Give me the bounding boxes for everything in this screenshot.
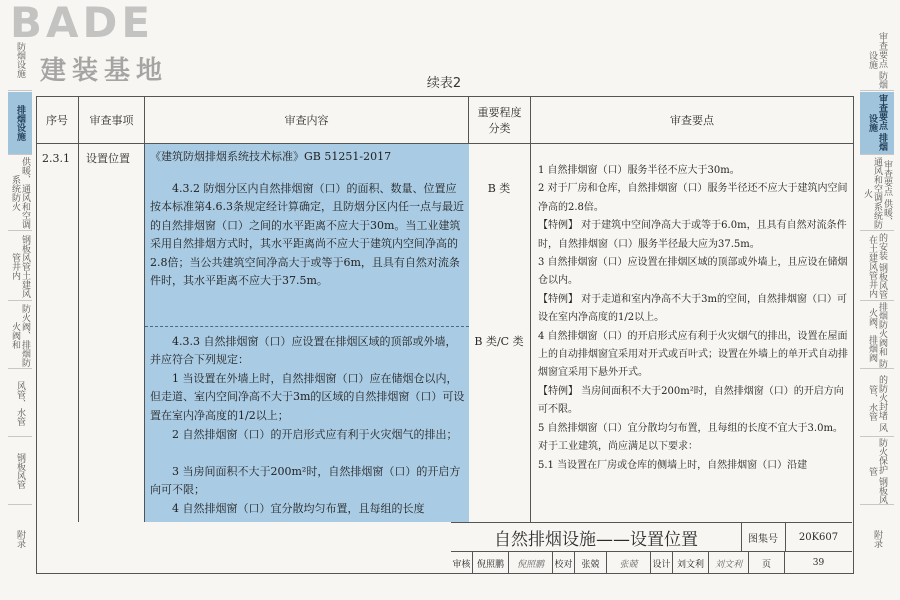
point-4: 4 自然排烟窗（口）的开启形式应有利于火灾烟气的排出，设置在屋面上的自动排烟窗宜采用对开式或百叶式；设置在外墙上的单开式自动排烟窗宜采用下悬外开式。 [538,330,848,379]
right-tab-label: 排烟防火阀和 防火阀、排烟阀 [867,302,887,368]
header-content: 审查内容 [145,96,469,144]
point-special-3: 【特例】 当房间面积不大于200m²时，自然排烟窗（口）的开启方向可不限。 [538,385,844,416]
clause-divider [145,326,469,327]
right-tab-label: 的安装 钢板风管在土建风管井内 [867,233,887,299]
left-tab-2[interactable] [8,156,32,231]
design-label: 设计 [651,552,673,574]
reviewer-name: 倪照鹏 [473,552,509,574]
signature-row [451,551,852,574]
point-3: 3 自然排烟窗（口）应设置在排烟区域的顶部或外墙上，且应设在储烟仓以内。 [538,257,848,287]
checker-signature: 张兢 [607,552,651,574]
header-item: 审查事项 [79,96,145,144]
left-tab-5[interactable] [8,370,32,437]
right-tab-5[interactable] [860,370,894,437]
row-number: 2.3.1 [42,152,70,165]
table-title: 续表2 [426,76,462,91]
left-tab-0[interactable] [8,30,32,91]
header-points: 审查要点 [531,96,853,144]
left-tab-label: 附录 [15,530,25,548]
left-tab-label: 供暖、通风和空调系统防火 [10,157,30,229]
point-special-1: 【特例】 对于建筑中空间净高大于或等于6.0m，且具有自然对流条件时，自然排烟窗（口）服务半径最大应为37.5m。 [538,220,847,250]
review-label: 审核 [451,552,473,574]
left-section-tabs [8,0,32,600]
left-tab-4[interactable] [8,302,32,369]
clause-4-3-3-intro: 4.3.3 自然排烟窗（口）应设置在排烟区域的顶部或外墙，并应符合下列规定： [150,335,457,367]
right-tab-6[interactable] [860,438,894,505]
right-tab-label: 的防火封堵 风管、水管 [867,374,887,432]
point-special-2: 【特例】 对于走道和室内净高不大于3m的空间，自然排烟窗（口）可设在室内净高度的1/2以上。 [538,293,848,324]
importance-clause-1: B 类 [487,182,511,195]
left-tab-3[interactable] [8,232,32,301]
right-tab-1[interactable] [860,92,894,155]
right-tab-label: 审查要点 供暖、通风和空调系统防火 [862,157,892,229]
right-tab-3[interactable] [860,232,894,301]
importance-clause-2: B 类/C 类 [474,335,524,348]
right-tab-2[interactable] [860,156,894,231]
designer-name: 刘文利 [673,552,709,574]
right-tab-0[interactable] [860,30,894,91]
left-tab-label: 风管、水管 [15,380,25,426]
left-tab-6[interactable] [8,438,32,505]
point-5: 5 自然排烟窗（口）宜分散均匀布置，且每组的长度不宜大于3.0m。对于工业建筑，尚应满足以下要求： [538,422,843,453]
title-block [451,522,852,573]
clause-item-1: 1 当设置在外墙上时，自然排烟窗（口）应在储烟仓以内，但走道、室内空间净高不大于3m的区域的自然排烟窗（口）可设置在室内净高度的1/2以上； [150,372,465,422]
left-tab-label: 钢板风管土建风管井内 [10,234,30,298]
header-importance: 重要程度分类 [469,96,531,144]
row-item: 设置位置 [86,152,130,165]
title-block-spacer [36,522,451,572]
clause-4-3-2: 4.3.2 防烟分区内自然排烟窗（口）的面积、数量、位置应按本标准第4.6.3条规定经计算确定，且防烟分区内任一点与最近的自然排烟窗（口）之间的水平距离不应大于30m。当工业建筑采用自然排烟方式时，其水平距离尚不应大于建筑内空间净高的2.8倍；当公共建筑空间净高大于或等于6m，且具有自然对流条件时，其水平距离不应大于37.5m。 [150,182,464,288]
left-tab-7[interactable] [8,506,32,572]
right-tab-label: 审查要点 防烟设施 [867,31,887,89]
atlas-number: 20K607 [798,531,839,543]
designer-signature: 刘文利 [709,552,749,574]
right-tab-7[interactable] [860,506,894,572]
right-tab-4[interactable] [860,302,894,369]
atlas-label: 图集号 [741,523,786,551]
column-no [36,144,79,522]
header-no: 序号 [36,96,79,144]
right-tab-label: 附录 [872,530,882,548]
right-section-tabs [860,0,894,600]
clause-item-2: 2 自然排烟窗（口）的开启形式应有利于火灾烟气的排出； [172,428,458,441]
point-2: 2 对于厂房和仓库，自然排烟窗（口）服务半径还不应大于建筑内空间净高的2.8倍。 [538,183,848,213]
point-5-1: 5.1 当设置在厂房或仓库的侧墙上时，自然排烟窗（口）沿建 [538,459,808,471]
page-number: 39 [812,558,825,568]
standard-reference: 《建筑防烟排烟系统技术标准》GB 51251-2017 [150,150,392,163]
drawing-title: 自然排烟设施——设置位置 [451,523,742,551]
left-tab-1[interactable] [8,92,32,155]
brand-logo [6,0,186,86]
reviewer-signature: 倪照鹏 [509,552,553,574]
logo-brand: BADE [10,0,155,47]
left-tab-label: 排烟设施 [15,105,25,141]
clause-item-3: 3 当房间面积不大于200m²时，自然排烟窗（口）的开启方向可不限； [150,465,461,497]
checker-name: 张兢 [575,552,607,574]
page-label: 页 [749,552,785,574]
point-1: 1 自然排烟窗（口）服务半径不应大于30m。 [538,165,740,176]
column-item [79,144,145,522]
review-points [538,162,850,475]
left-tab-label: 防火阀、排烟防火阀和 [10,303,30,367]
right-tab-label: 审查要点 排烟设施 [867,94,887,152]
clause-item-4: 4 自然排烟窗（口）宜分散均匀布置，且每组的长度 [172,502,425,515]
left-tab-label: 钢板风管 [15,453,25,489]
check-label: 校对 [553,552,575,574]
right-tab-label: 防火保护 钢板风管 [867,438,887,504]
left-tab-label: 防烟设施 [15,42,25,78]
logo-subtitle: 建装基地 [40,56,169,86]
